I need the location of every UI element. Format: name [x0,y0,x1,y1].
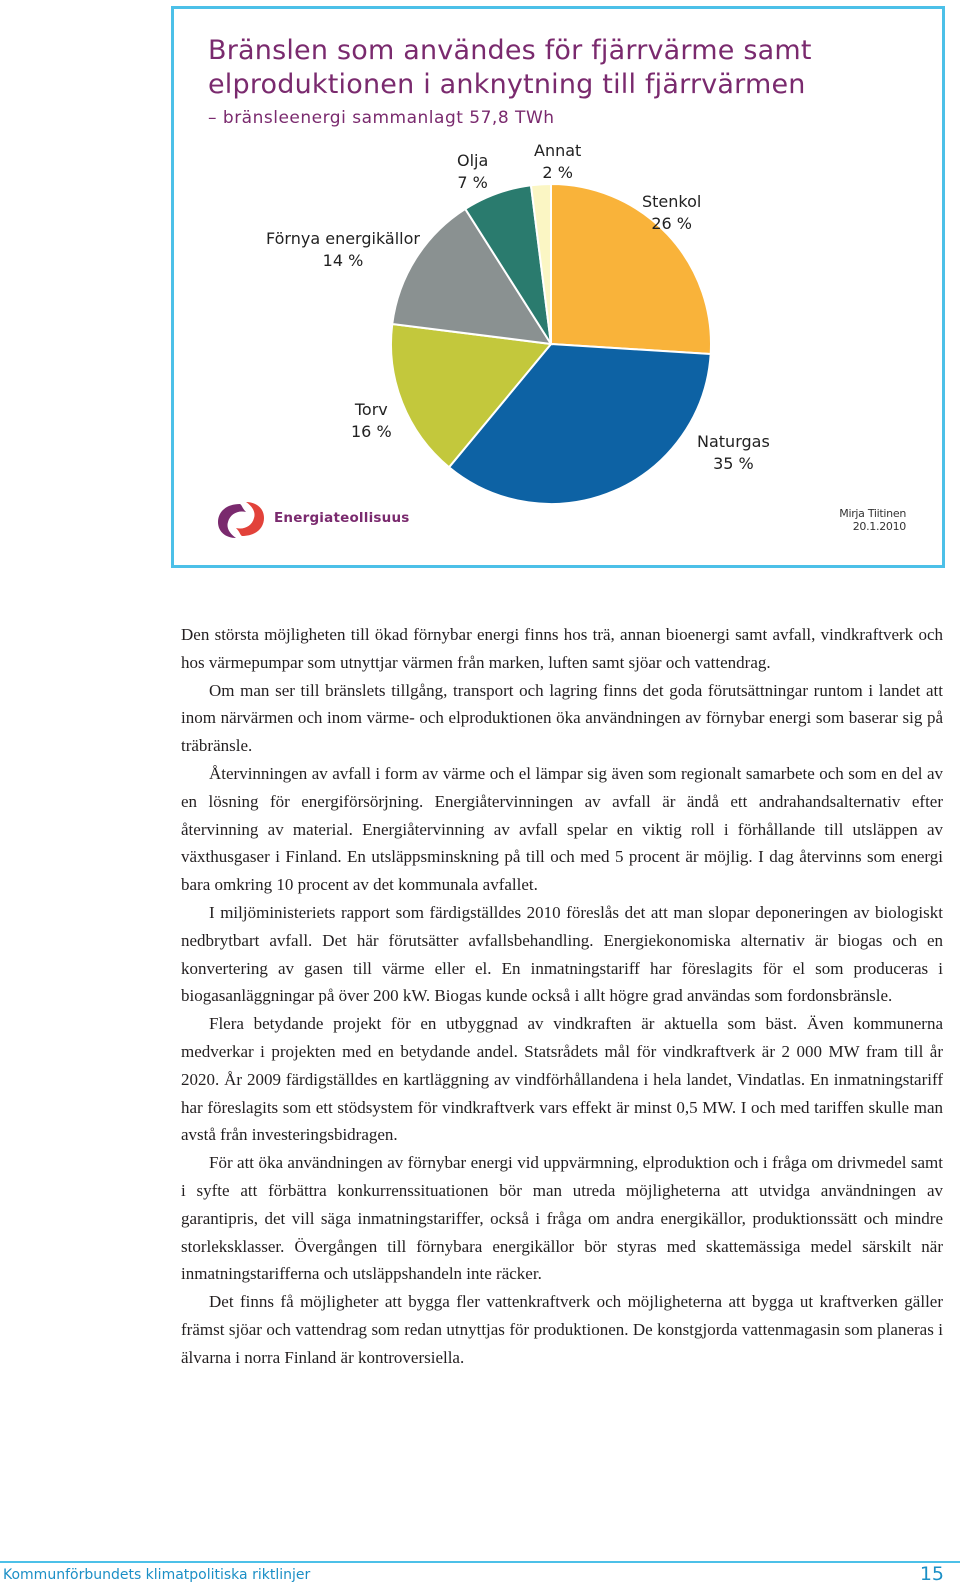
logo-swirl-icon [212,498,268,542]
footer-publication-title: Kommunförbundets klimatpolitiska riktlinjer [3,1567,311,1583]
chart-title-line2: elproduktionen i anknytning till fjärrvärmen [208,69,806,100]
chart-credit [839,507,906,533]
article-body [181,621,943,1372]
paragraph: Återvinningen av avfall i form av värme och el lämpar sig även som regionalt samarbete och som en del av en lösning för energiförsörjning. Energiåtervinningen av avfall är ändå ett andrahandsalternativ efter återvinning av material. Energiåtervinning av avfall spelar en viktig roll i förhållande till utsläppen av växthusgaser i Finland. En utsläppsminskning på till och med 5 procent är möjlig. I dag återvinns som energi bara omkring 10 procent av det kommunala avfallet. [181,763,943,895]
paragraph: I miljöministeriets rapport som färdigställdes 2010 föreslås det att man slopar deponeringen av biologiskt nedbrytbart avfall. Det här förutsätter avfallsbehandling. Energiekonomiska alternativ är biogas och en konvertering av gasen till värme eller el. En inmatningstariff har föreslagits för el som produceras i biogasanläggningar på över 200 kW. Biogas kunde också i allt högre grad användas som fordonsbränsle. [181,902,943,1006]
slice-label-naturgas: Naturgas 35 % [697,432,770,473]
slice-label-stenkol: Stenkol 26 % [642,192,702,233]
paragraph: Den största möjligheten till ökad förnybar energi finns hos trä, annan bioenergi samt avfall, vindkraftverk och hos värmepumpar som utnyttjar värmen från marken, luften samt sjöar och vattendrag. [181,625,943,672]
slice-label-olja: Olja 7 % [457,151,489,192]
pie-chart [174,9,942,565]
credit-date: 20.1.2010 [852,520,906,533]
chart-panel [171,6,945,568]
logo-wordmark: Energiateollisuus [274,510,410,526]
page-number: 15 [919,1563,944,1585]
energiateollisuus-logo [212,498,410,542]
paragraph: Det finns få möjligheter att bygga fler vattenkraftverk och möjligheterna att bygga ut kraftverken gäller främst sjöar och vattendrag som redan utnyttjas för produktionen. De konstgjorda vattenmagasin som planeras i älvarna i norra Finland är kontroversiella. [181,1292,943,1367]
slice-label-fornya-energikallor: Förnya energikällor 14 % [266,229,420,270]
slice-label-annat: Annat 2 % [534,141,582,182]
slice-label-torv: Torv 16 % [351,400,392,441]
paragraph: Om man ser till bränslets tillgång, transport och lagring finns det goda förutsättningar runtom i landet att inom närvärmen och inom värme- och elproduktionen öka användningen av förnybar energi som baserar sig på träbränsle. [181,680,943,756]
credit-name: Mirja Tiitinen [839,507,906,520]
chart-subtitle: – bränsleenergi sammanlagt 57,8 TWh [208,108,555,128]
paragraph: Flera betydande projekt för en utbyggnad av vindkraften är aktuella som bäst. Även kommunerna medverkar i projekten med en betydande andel. Statsrådets mål för vindkraftverk är 2 000 MW fram till år 2020. År 2009 färdigställdes en kartläggning av vindförhållandena i hela landet, Vindatlas. En inmatningstariff har föreslagits som ett stödsystem för vindkraftverk vars effekt är minst 0,5 MW. I och med tariffen skulle man avstå från investeringsbidragen. [181,1014,943,1145]
paragraph: För att öka användningen av förnybar energi vid uppvärmning, elproduktion och i fråga om drivmedel samt i syfte att förbättra konkurrenssituationen bör man utreda möjligheterna att utvidga användningen av garantipris, det vill säga inmatningstariffer, också i fråga om andra energikällor, produktionssätt och mindre storleksklasser. Övergången till förnybara energikällor bör styras med skattemässiga medel särskilt när inmatningstarifferna och utsläppshandeln inte räcker. [181,1153,943,1284]
chart-title-line1: Bränslen som användes för fjärrvärme samt [208,35,812,66]
footer-divider [0,1561,960,1563]
